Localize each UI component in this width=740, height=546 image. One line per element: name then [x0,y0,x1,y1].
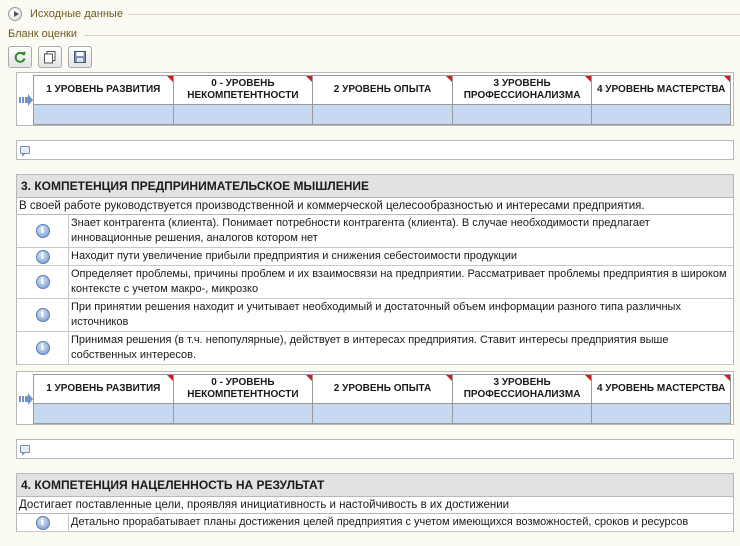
rating-column-header[interactable] [591,75,731,105]
rating-table [16,371,734,425]
toolbar [8,46,92,68]
info-icon[interactable]: i [36,308,50,322]
save-icon [73,50,87,64]
rating-cell[interactable] [33,404,173,424]
indicator-row[interactable] [17,514,733,532]
rating-cell[interactable] [33,105,173,125]
section-link-label[interactable]: Исходные данные [30,8,123,20]
indicator-table [16,215,734,365]
indicator-row[interactable] [17,215,733,248]
indicator-row[interactable] [17,299,733,332]
competency-title: 4. КОМПЕТЕНЦИЯ НАЦЕЛЕННОСТЬ НА РЕЗУЛЬТАТ [16,473,734,497]
rating-column-header[interactable] [312,374,452,404]
current-row-arrow-icon [19,393,33,405]
rating-column-label: 1 УРОВЕНЬ РАЗВИТИЯ [46,84,161,95]
refresh-icon [13,50,27,64]
info-icon[interactable]: i [36,341,50,355]
rating-column-label: 0 - УРОВЕНЬ НЕКОМПЕТЕНТНОСТИ [187,78,299,101]
rating-table [16,72,734,126]
copy-icon [43,50,57,64]
rating-column-label: 2 УРОВЕНЬ ОПЫТА [333,84,432,95]
refresh-button[interactable] [8,46,32,68]
competency-title: 3. КОМПЕТЕНЦИЯ ПРЕДПРИНИМАТЕЛЬСКОЕ МЫШЛЕНИЕ [16,174,734,198]
rating-column-label: 4 УРОВЕНЬ МАСТЕРСТВА [596,84,726,95]
rating-cell[interactable] [452,404,592,424]
rating-cell[interactable] [312,404,452,424]
copy-button[interactable] [38,46,62,68]
rating-column-header[interactable] [452,75,592,105]
rating-column-label: 4 УРОВЕНЬ МАСТЕРСТВА [596,383,726,394]
separator [128,14,740,15]
rating-column-header[interactable] [591,374,731,404]
rating-cell[interactable] [591,105,731,125]
assessment-form [16,72,734,532]
rating-column-header[interactable] [33,374,173,404]
info-icon[interactable]: i [36,224,50,238]
indicator-row[interactable] [17,266,733,299]
expand-arrow-icon[interactable] [8,7,22,21]
rating-value-row[interactable] [33,404,731,424]
save-button[interactable] [68,46,92,68]
rating-header-row [33,75,731,105]
comment-field[interactable] [16,439,734,459]
competency-description: Достигает поставленные цели, проявляя инициативность и настойчивость в их достижении [16,497,734,514]
rating-cell[interactable] [173,404,313,424]
rating-column-header[interactable] [312,75,452,105]
competency-description: В своей работе руководствуется производственной и коммерческой целесообразностью и интересами предприятия. [16,198,734,215]
info-icon[interactable]: i [36,275,50,289]
indicator-row[interactable] [17,332,733,365]
rating-column-header[interactable] [173,374,313,404]
comment-icon [20,445,30,453]
rating-column-header[interactable] [452,374,592,404]
indicator-text: Принимая решения (в т.ч. непопулярные), действует в интересах предприятия. Ставит интересы предприятия выше собственных интересов. [71,334,669,361]
section-link-source-data[interactable] [8,6,123,22]
rating-column-header[interactable] [33,75,173,105]
comment-icon [20,146,30,154]
rating-column-label: 1 УРОВЕНЬ РАЗВИТИЯ [46,383,161,394]
indicator-table [16,514,734,532]
indicator-text: Детально прорабатывает планы достижения целей предприятия с учетом имеющихся возможностей, сроков и ресурсов [71,516,689,528]
indicator-text: Находит пути увеличение прибыли предприятия и снижения себестоимости продукции [71,250,518,262]
rating-value-row[interactable] [33,105,731,125]
indicator-row[interactable] [17,248,733,266]
rating-cell[interactable] [173,105,313,125]
rating-cell[interactable] [591,404,731,424]
comment-field[interactable] [16,140,734,160]
indicator-text: Определяет проблемы, причины проблем и их взаимосвязи на предприятии. Рассматривает проблемы предприятия в широком контексте с учетом макро-, микрозко [71,268,727,295]
separator [84,35,740,36]
rating-column-label: 0 - УРОВЕНЬ НЕКОМПЕТЕНТНОСТИ [187,377,299,400]
indicator-text: Знает контрагента (клиента). Понимает потребности контрагента (клиента). В случае необходимости предлагает инновационные решения, аналогов котором нет [71,217,650,244]
current-row-arrow-icon [19,94,33,106]
rating-header-row [33,374,731,404]
rating-column-label: 3 УРОВЕНЬ ПРОФЕССИОНАЛИЗМА [463,377,581,400]
info-icon[interactable]: i [36,516,50,530]
rating-cell[interactable] [312,105,452,125]
indicator-text: При принятии решения находит и учитывает необходимый и достаточный объем информации разного типа различных источников [71,301,681,328]
rating-column-header[interactable] [173,75,313,105]
rating-column-label: 3 УРОВЕНЬ ПРОФЕССИОНАЛИЗМА [463,78,581,101]
group-title: Бланк оценки [8,28,78,40]
rating-cell[interactable] [452,105,592,125]
info-icon[interactable]: i [36,250,50,264]
rating-column-label: 2 УРОВЕНЬ ОПЫТА [333,383,432,394]
